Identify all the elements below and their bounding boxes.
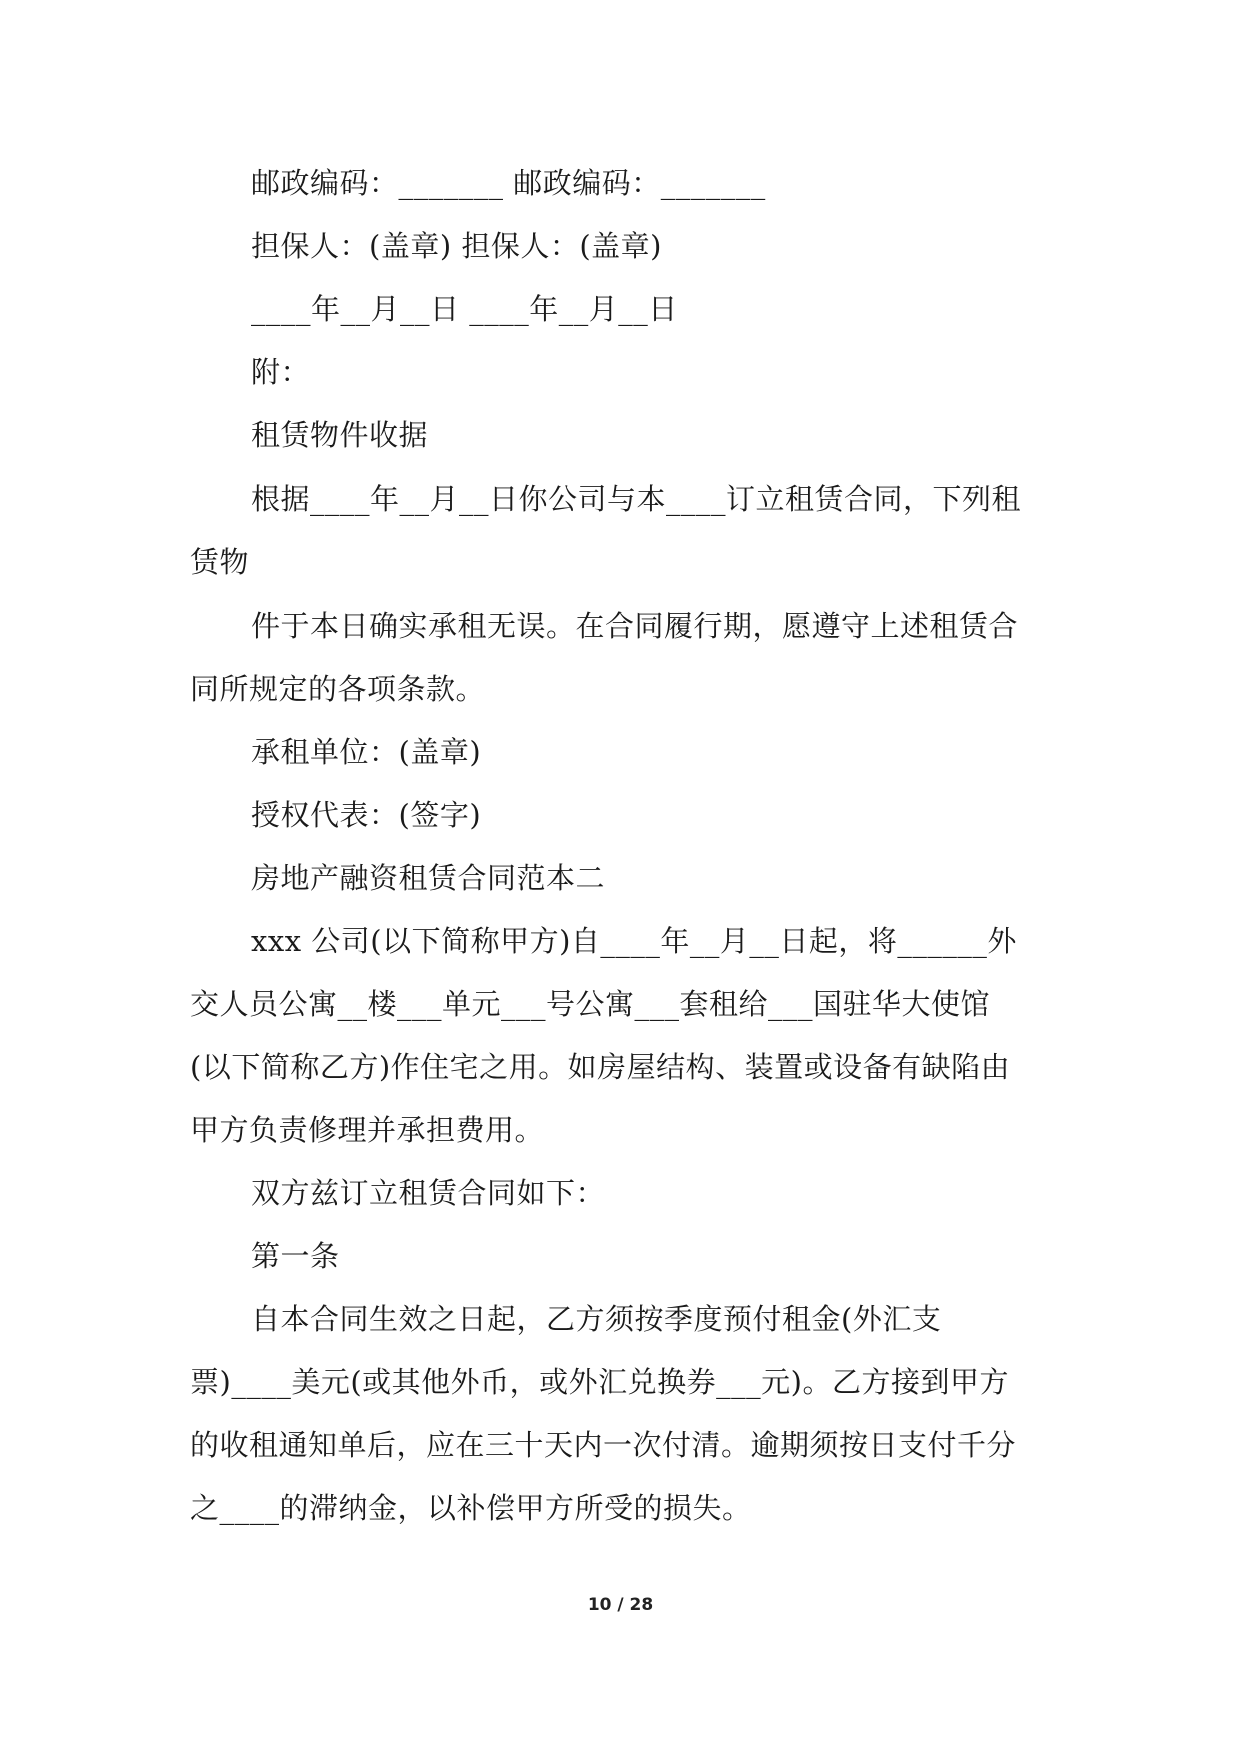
paragraph-line: 自本合同生效之日起，乙方须按季度预付租金(外汇支 bbox=[251, 1302, 942, 1336]
page-number: 10 / 28 bbox=[587, 1595, 654, 1615]
paragraph-line: 根据____年__月__日你公司与本____订立租赁合同，下列租 bbox=[251, 482, 1022, 516]
receipt-title: 租赁物件收据 bbox=[251, 418, 429, 452]
paragraph-line: 之____的滞纳金，以补偿甲方所受的损失。 bbox=[190, 1491, 752, 1525]
authorized-rep-line: 授权代表：(签字) bbox=[251, 798, 482, 832]
paragraph-line: 同所规定的各项条款。 bbox=[190, 672, 486, 706]
postal-code-line: 邮政编码：_______ 邮政编码：_______ bbox=[251, 166, 766, 200]
lessee-seal-line: 承租单位：(盖章) bbox=[251, 735, 482, 769]
paragraph-line: 双方兹订立租赁合同如下： bbox=[251, 1176, 606, 1210]
paragraph-line: 件于本日确实承租无误。在合同履行期，愿遵守上述租赁合 bbox=[251, 609, 1019, 643]
paragraph-line: 赁物 bbox=[190, 545, 250, 579]
guarantor-line: 担保人：(盖章) 担保人：(盖章) bbox=[251, 229, 662, 263]
paragraph-line: 甲方负责修理并承担费用。 bbox=[190, 1113, 545, 1147]
date-line: ____年__月__日 ____年__月__日 bbox=[251, 292, 678, 326]
paragraph-line: 票)____美元(或其他外币，或外汇兑换券___元)。乙方接到甲方 bbox=[190, 1365, 1009, 1399]
appendix-label: 附： bbox=[251, 355, 311, 389]
paragraph-line: xxx 公司(以下简称甲方)自____年__月__日起，将______外 bbox=[251, 924, 1017, 958]
section-title: 房地产融资租赁合同范本二 bbox=[251, 861, 606, 895]
paragraph-line: (以下简称乙方)作住宅之用。如房屋结构、装置或设备有缺陷由 bbox=[190, 1050, 1011, 1084]
paragraph-line: 交人员公寓__楼___单元___号公寓___套租给___国驻华大使馆 bbox=[190, 987, 991, 1021]
article-heading: 第一条 bbox=[251, 1239, 340, 1273]
paragraph-line: 的收租通知单后，应在三十天内一次付清。逾期须按日支付千分 bbox=[190, 1428, 1017, 1462]
